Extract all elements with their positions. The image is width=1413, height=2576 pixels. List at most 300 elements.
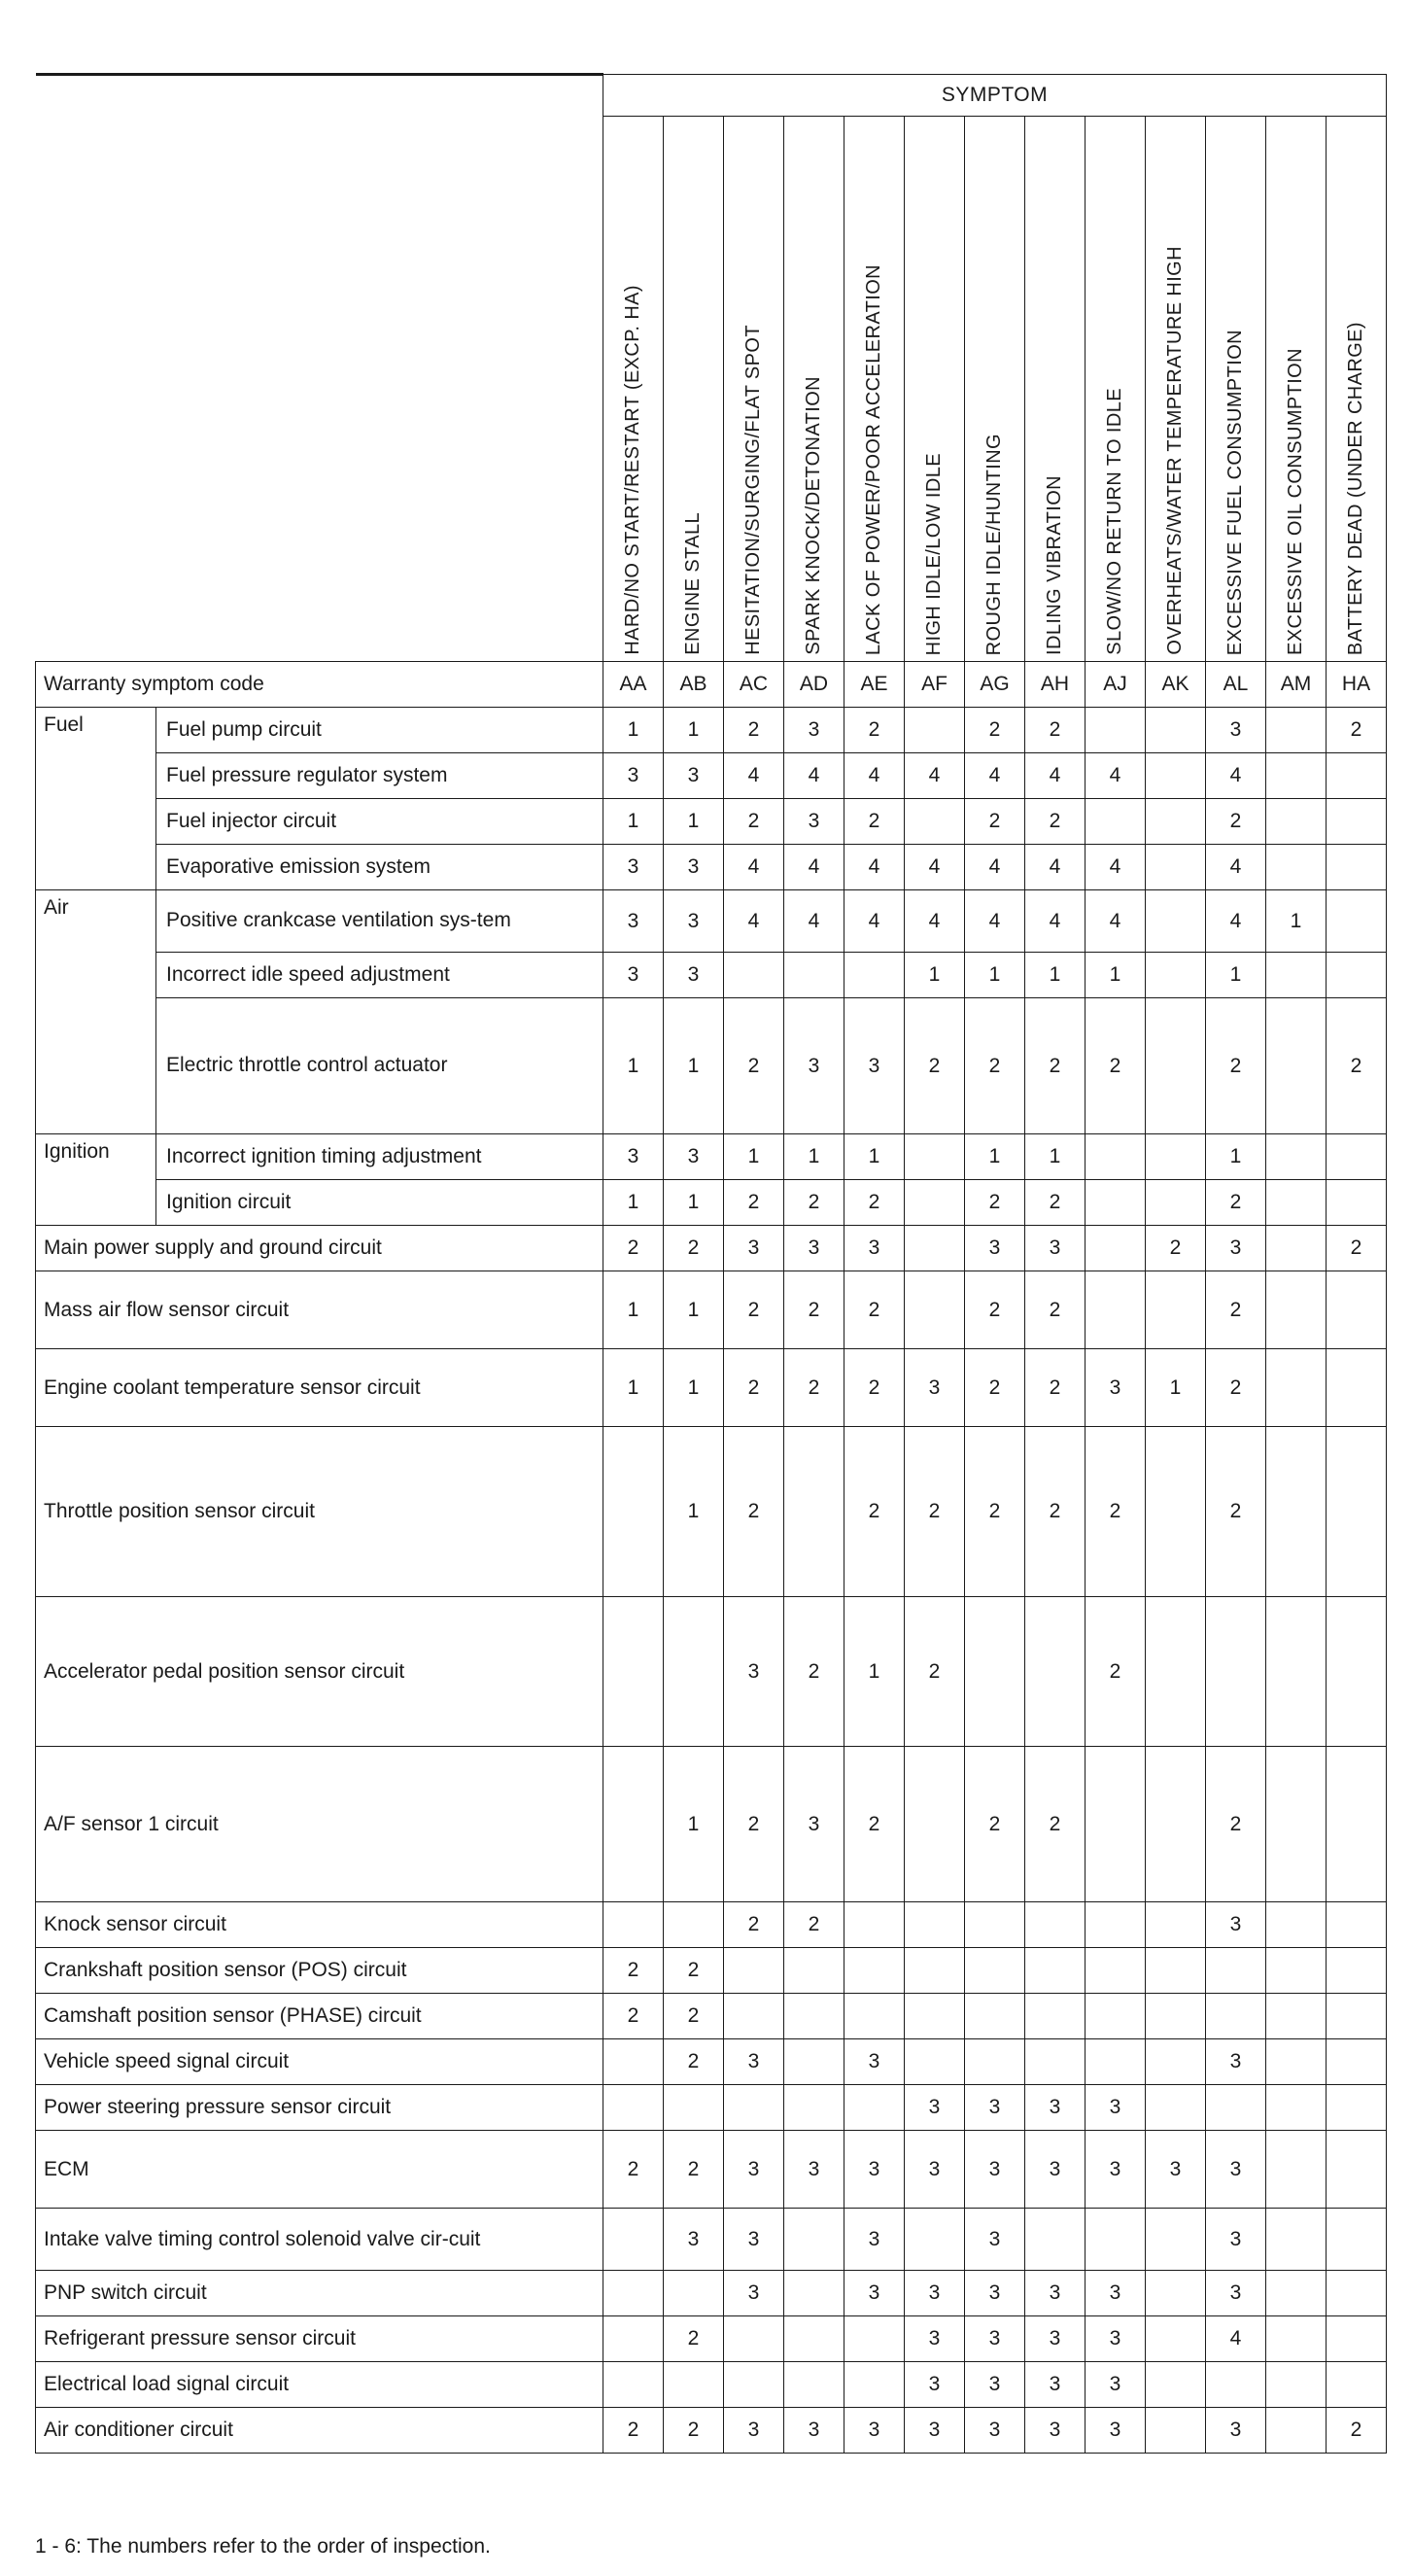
inspection-order-value (844, 1994, 905, 2039)
component-label: Fuel pressure regulator system (156, 753, 603, 799)
inspection-order-value (844, 953, 905, 998)
inspection-order-value (1327, 753, 1387, 799)
inspection-order-value: 2 (603, 2131, 664, 2209)
inspection-order-value: 2 (844, 708, 905, 753)
inspection-order-value: 3 (784, 1226, 844, 1271)
component-label: A/F sensor 1 circuit (36, 1747, 603, 1902)
table-row (36, 1427, 1387, 1597)
inspection-order-value: 1 (1025, 953, 1086, 998)
inspection-order-value: 2 (724, 1902, 784, 1948)
inspection-order-value: 2 (844, 1180, 905, 1226)
inspection-order-value: 4 (1206, 2316, 1266, 2362)
inspection-order-value: 2 (1025, 1747, 1086, 1902)
inspection-order-value: 3 (905, 2408, 965, 2454)
inspection-order-value: 3 (965, 2209, 1025, 2271)
inspection-order-value: 2 (1086, 1597, 1146, 1747)
footnote: 1 - 6: The numbers refer to the order of inspection. (35, 2535, 491, 2558)
table-row (36, 1902, 1387, 1948)
inspection-order-value (1206, 1597, 1266, 1747)
inspection-order-value: 2 (784, 1349, 844, 1427)
inspection-order-value: 4 (844, 753, 905, 799)
component-label: Positive crankcase ventilation sys-tem (156, 890, 603, 953)
table-row (36, 1349, 1387, 1427)
inspection-order-value: 1 (965, 1134, 1025, 1180)
component-label: Air conditioner circuit (36, 2408, 603, 2454)
inspection-order-value (603, 1427, 664, 1597)
symptom-column-header (664, 117, 724, 662)
warranty-code-row (36, 662, 1387, 708)
inspection-order-value (603, 2316, 664, 2362)
inspection-order-value (1206, 1948, 1266, 1994)
inspection-order-value: 2 (844, 1271, 905, 1349)
inspection-order-value (1025, 1994, 1086, 2039)
inspection-order-value (1266, 2209, 1327, 2271)
inspection-order-value: 2 (784, 1597, 844, 1747)
inspection-order-value (1327, 2039, 1387, 2085)
inspection-order-value (905, 2039, 965, 2085)
symptom-name: BATTERY DEAD (UNDER CHARGE) (1345, 321, 1366, 655)
inspection-order-value (664, 2085, 724, 2131)
inspection-order-value: 4 (965, 890, 1025, 953)
inspection-order-value (905, 1226, 965, 1271)
inspection-order-value (844, 2316, 905, 2362)
inspection-order-value: 4 (784, 890, 844, 953)
inspection-order-value: 3 (844, 2039, 905, 2085)
inspection-order-value: 1 (905, 953, 965, 998)
inspection-order-value (1086, 1902, 1146, 1948)
component-label: Fuel pump circuit (156, 708, 603, 753)
inspection-order-value: 3 (724, 2408, 784, 2454)
inspection-order-value: 4 (1025, 753, 1086, 799)
inspection-order-value: 3 (784, 799, 844, 845)
inspection-order-value (1327, 799, 1387, 845)
table-row (36, 1134, 1387, 1180)
inspection-order-value: 2 (1206, 1747, 1266, 1902)
inspection-order-value: 3 (1086, 2131, 1146, 2209)
inspection-order-value (784, 953, 844, 998)
inspection-order-value: 3 (965, 2271, 1025, 2316)
inspection-order-value (1146, 2316, 1206, 2362)
inspection-order-value (784, 1948, 844, 1994)
table-row (36, 1271, 1387, 1349)
inspection-order-value (1266, 1597, 1327, 1747)
inspection-order-value: 1 (664, 1180, 724, 1226)
inspection-order-value: 4 (1086, 753, 1146, 799)
inspection-order-value: 4 (965, 845, 1025, 890)
inspection-order-value (1146, 753, 1206, 799)
inspection-order-value (1266, 1226, 1327, 1271)
inspection-order-value (1327, 1271, 1387, 1349)
inspection-order-value (784, 2085, 844, 2131)
inspection-order-value (1327, 1994, 1387, 2039)
table-row (36, 2316, 1387, 2362)
symptom-name: ENGINE STALL (682, 512, 704, 655)
inspection-order-value (1266, 1948, 1327, 1994)
inspection-order-value (1146, 1180, 1206, 1226)
inspection-order-value: 3 (1025, 1226, 1086, 1271)
inspection-order-value: 2 (724, 708, 784, 753)
inspection-order-value (1266, 2085, 1327, 2131)
inspection-order-value: 3 (724, 2209, 784, 2271)
table-row (36, 2039, 1387, 2085)
inspection-order-value: 1 (1146, 1349, 1206, 1427)
inspection-order-value: 2 (844, 1427, 905, 1597)
inspection-order-value (724, 953, 784, 998)
inspection-order-value (724, 2362, 784, 2408)
inspection-order-value: 4 (1086, 845, 1146, 890)
component-label: Vehicle speed signal circuit (36, 2039, 603, 2085)
inspection-order-value: 3 (1146, 2131, 1206, 2209)
inspection-order-value: 2 (724, 1747, 784, 1902)
inspection-order-value (724, 1948, 784, 1994)
inspection-order-value (905, 1134, 965, 1180)
inspection-order-value: 4 (724, 845, 784, 890)
table-row (36, 799, 1387, 845)
inspection-order-value (905, 1948, 965, 1994)
inspection-order-value (1327, 2085, 1387, 2131)
warranty-code: HA (1327, 662, 1387, 708)
component-label: Intake valve timing control solenoid valve cir-cuit (36, 2209, 603, 2271)
inspection-order-value: 2 (664, 2316, 724, 2362)
inspection-order-value: 3 (664, 890, 724, 953)
inspection-order-value: 2 (1025, 1427, 1086, 1597)
inspection-order-value (603, 2209, 664, 2271)
inspection-order-value (1327, 1349, 1387, 1427)
inspection-order-value (1327, 2271, 1387, 2316)
inspection-order-value (1086, 708, 1146, 753)
warranty-code: AM (1266, 662, 1327, 708)
inspection-order-value (1266, 998, 1327, 1134)
component-label: Engine coolant temperature sensor circuit (36, 1349, 603, 1427)
warranty-code: AD (784, 662, 844, 708)
inspection-order-value: 1 (844, 1597, 905, 1747)
inspection-order-value: 1 (664, 998, 724, 1134)
inspection-order-value: 1 (1206, 953, 1266, 998)
inspection-order-value: 4 (905, 753, 965, 799)
inspection-order-value: 1 (664, 1747, 724, 1902)
inspection-order-value (1327, 890, 1387, 953)
inspection-order-value: 4 (844, 845, 905, 890)
inspection-order-value: 2 (1206, 1271, 1266, 1349)
inspection-order-value (1266, 2039, 1327, 2085)
inspection-order-value: 3 (965, 2085, 1025, 2131)
inspection-order-value (1206, 1994, 1266, 2039)
inspection-order-value (965, 1994, 1025, 2039)
component-label: Evaporative emission system (156, 845, 603, 890)
table-row (36, 708, 1387, 753)
inspection-order-value (664, 2271, 724, 2316)
inspection-order-value: 3 (1206, 2039, 1266, 2085)
inspection-order-value: 2 (965, 708, 1025, 753)
inspection-order-value: 2 (664, 2408, 724, 2454)
warranty-code: AF (905, 662, 965, 708)
inspection-order-value: 2 (905, 1597, 965, 1747)
inspection-order-value: 3 (784, 708, 844, 753)
symptom-column-header (1086, 117, 1146, 662)
inspection-order-value: 3 (844, 998, 905, 1134)
symptom-column-header (844, 117, 905, 662)
inspection-order-value (1146, 1597, 1206, 1747)
inspection-order-value: 1 (603, 1180, 664, 1226)
inspection-order-value: 4 (784, 845, 844, 890)
inspection-order-value: 2 (603, 1994, 664, 2039)
warranty-code: AE (844, 662, 905, 708)
inspection-order-value: 2 (844, 799, 905, 845)
inspection-order-value: 3 (603, 1134, 664, 1180)
inspection-order-value: 4 (1025, 845, 1086, 890)
warranty-code: AC (724, 662, 784, 708)
inspection-order-value: 2 (724, 1427, 784, 1597)
symptom-name: HESITATION/SURGING/FLAT SPOT (742, 325, 764, 655)
symptom-name: LACK OF POWER/POOR ACCELERATION (863, 263, 884, 655)
inspection-order-value (1266, 2316, 1327, 2362)
inspection-order-value: 3 (784, 1747, 844, 1902)
symptom-name: OVERHEATS/WATER TEMPERATURE HIGH (1164, 246, 1186, 655)
inspection-order-value (1146, 1902, 1206, 1948)
inspection-order-value: 4 (1206, 890, 1266, 953)
symptom-matrix-table-wrapper (35, 73, 1386, 2454)
inspection-order-value (603, 2362, 664, 2408)
inspection-order-value: 3 (1206, 1226, 1266, 1271)
inspection-order-value (844, 1902, 905, 1948)
inspection-order-value (1025, 1597, 1086, 1747)
inspection-order-value: 1 (664, 1349, 724, 1427)
inspection-order-value (784, 2271, 844, 2316)
warranty-code: AB (664, 662, 724, 708)
inspection-order-value (664, 2362, 724, 2408)
inspection-order-value (724, 2085, 784, 2131)
inspection-order-value (1146, 845, 1206, 890)
inspection-order-value (1266, 2271, 1327, 2316)
component-label: Camshaft position sensor (PHASE) circuit (36, 1994, 603, 2039)
inspection-order-value: 2 (1086, 998, 1146, 1134)
inspection-order-value (1086, 799, 1146, 845)
table-row (36, 1747, 1387, 1902)
inspection-order-value: 3 (1086, 2085, 1146, 2131)
table-row (36, 953, 1387, 998)
inspection-order-value (1327, 1747, 1387, 1902)
inspection-order-value: 3 (1086, 2362, 1146, 2408)
symptom-column-header (1327, 117, 1387, 662)
inspection-order-value: 2 (965, 799, 1025, 845)
inspection-order-value: 2 (1086, 1427, 1146, 1597)
inspection-order-value (1086, 1948, 1146, 1994)
inspection-order-value (1146, 2271, 1206, 2316)
inspection-order-value (1327, 2209, 1387, 2271)
inspection-order-value (1266, 708, 1327, 753)
inspection-order-value (1266, 1994, 1327, 2039)
inspection-order-value (1327, 2131, 1387, 2209)
table-row (36, 2271, 1387, 2316)
inspection-order-value (905, 1994, 965, 2039)
inspection-order-value: 2 (1206, 998, 1266, 1134)
table-row (36, 1994, 1387, 2039)
inspection-order-value: 3 (1025, 2271, 1086, 2316)
inspection-order-value (1146, 2085, 1206, 2131)
inspection-order-value (1086, 1271, 1146, 1349)
inspection-order-value: 3 (1025, 2362, 1086, 2408)
inspection-order-value: 4 (724, 890, 784, 953)
inspection-order-value (1146, 1427, 1206, 1597)
component-label: Main power supply and ground circuit (36, 1226, 603, 1271)
inspection-order-value: 2 (664, 1994, 724, 2039)
inspection-order-value: 2 (1206, 1349, 1266, 1427)
inspection-order-value: 3 (1206, 1902, 1266, 1948)
inspection-order-value: 1 (664, 1427, 724, 1597)
inspection-order-value: 1 (603, 1349, 664, 1427)
inspection-order-value: 3 (1025, 2131, 1086, 2209)
inspection-order-value: 2 (784, 1902, 844, 1948)
inspection-order-value: 3 (1086, 2316, 1146, 2362)
component-label: Throttle position sensor circuit (36, 1427, 603, 1597)
inspection-order-value: 4 (1206, 753, 1266, 799)
inspection-order-value: 3 (1206, 2209, 1266, 2271)
component-label: Crankshaft position sensor (POS) circuit (36, 1948, 603, 1994)
inspection-order-value: 1 (724, 1134, 784, 1180)
warranty-code: AG (965, 662, 1025, 708)
inspection-order-value: 1 (1266, 890, 1327, 953)
symptom-heading: SYMPTOM (603, 75, 1387, 117)
inspection-order-value (1266, 1271, 1327, 1349)
inspection-order-value: 2 (664, 2131, 724, 2209)
inspection-order-value: 3 (1025, 2408, 1086, 2454)
inspection-order-value: 2 (844, 1349, 905, 1427)
inspection-order-value: 3 (724, 2039, 784, 2085)
inspection-order-value (1266, 753, 1327, 799)
inspection-order-value (1266, 953, 1327, 998)
inspection-order-value: 2 (1025, 708, 1086, 753)
inspection-order-value: 3 (664, 2209, 724, 2271)
inspection-order-value (1327, 953, 1387, 998)
inspection-order-value: 2 (1025, 1180, 1086, 1226)
inspection-order-value: 2 (844, 1747, 905, 1902)
category-cell: Air (36, 890, 156, 1134)
component-label: Incorrect ignition timing adjustment (156, 1134, 603, 1180)
inspection-order-value: 2 (664, 1226, 724, 1271)
inspection-order-value: 3 (784, 2408, 844, 2454)
inspection-order-value (1206, 2362, 1266, 2408)
symptom-name: EXCESSIVE OIL CONSUMPTION (1285, 348, 1306, 655)
inspection-order-value: 2 (905, 998, 965, 1134)
inspection-order-value: 1 (664, 1271, 724, 1349)
inspection-order-value: 3 (905, 2271, 965, 2316)
inspection-order-value (1266, 845, 1327, 890)
inspection-order-value: 3 (905, 1349, 965, 1427)
component-label: Electric throttle control actuator (156, 998, 603, 1134)
inspection-order-value: 3 (1086, 2408, 1146, 2454)
category-cell: Ignition (36, 1134, 156, 1226)
inspection-order-value: 3 (965, 2316, 1025, 2362)
inspection-order-value (1025, 1902, 1086, 1948)
inspection-order-value: 3 (664, 1134, 724, 1180)
category-cell: Fuel (36, 708, 156, 890)
symptom-name: IDLING VIBRATION (1044, 475, 1065, 655)
inspection-order-value: 2 (1327, 998, 1387, 1134)
inspection-order-value: 4 (784, 753, 844, 799)
symptom-matrix-table (35, 73, 1387, 2454)
inspection-order-value (1086, 1747, 1146, 1902)
inspection-order-value (1086, 2209, 1146, 2271)
inspection-order-value: 2 (724, 998, 784, 1134)
inspection-order-value (1025, 2209, 1086, 2271)
table-row (36, 1948, 1387, 1994)
component-label: Electrical load signal circuit (36, 2362, 603, 2408)
inspection-order-value (965, 1948, 1025, 1994)
inspection-order-value (784, 2362, 844, 2408)
table-row (36, 2362, 1387, 2408)
symptom-column-header (1146, 117, 1206, 662)
inspection-order-value (1146, 1994, 1206, 2039)
inspection-order-value: 3 (905, 2131, 965, 2209)
inspection-order-value: 2 (965, 998, 1025, 1134)
inspection-order-value: 1 (1025, 1134, 1086, 1180)
inspection-order-value (1266, 1349, 1327, 1427)
table-row (36, 753, 1387, 799)
inspection-order-value (905, 1180, 965, 1226)
inspection-order-value (603, 1902, 664, 1948)
inspection-order-value (965, 2039, 1025, 2085)
symptom-column-header (905, 117, 965, 662)
inspection-order-value: 3 (1025, 2316, 1086, 2362)
inspection-order-value: 3 (1025, 2085, 1086, 2131)
symptom-column-header (603, 117, 664, 662)
inspection-order-value (844, 2085, 905, 2131)
inspection-order-value (905, 1747, 965, 1902)
inspection-order-value (905, 2209, 965, 2271)
inspection-order-value: 3 (603, 845, 664, 890)
table-row (36, 2085, 1387, 2131)
inspection-order-value: 3 (905, 2085, 965, 2131)
table-row (36, 845, 1387, 890)
inspection-order-value: 4 (1025, 890, 1086, 953)
table-row (36, 1180, 1387, 1226)
table-row (36, 998, 1387, 1134)
table-row (36, 2131, 1387, 2209)
inspection-order-value: 1 (1086, 953, 1146, 998)
inspection-order-value (1146, 890, 1206, 953)
inspection-order-value: 1 (844, 1134, 905, 1180)
warranty-code: AH (1025, 662, 1086, 708)
warranty-code: AJ (1086, 662, 1146, 708)
inspection-order-value (905, 799, 965, 845)
inspection-order-value (1146, 708, 1206, 753)
component-label: Knock sensor circuit (36, 1902, 603, 1948)
inspection-order-value: 3 (905, 2316, 965, 2362)
inspection-order-value: 3 (724, 1226, 784, 1271)
inspection-order-value: 3 (1086, 2271, 1146, 2316)
inspection-order-value (905, 708, 965, 753)
inspection-order-value (1086, 1134, 1146, 1180)
inspection-order-value: 4 (1206, 845, 1266, 890)
inspection-order-value (784, 2316, 844, 2362)
inspection-order-value: 2 (1327, 2408, 1387, 2454)
component-label: Fuel injector circuit (156, 799, 603, 845)
inspection-order-value: 2 (965, 1271, 1025, 1349)
inspection-order-value: 2 (664, 1948, 724, 1994)
inspection-order-value (784, 2039, 844, 2085)
inspection-order-value: 2 (724, 1180, 784, 1226)
symptom-name: EXCESSIVE FUEL CONSUMPTION (1224, 329, 1246, 655)
inspection-order-value: 2 (724, 1271, 784, 1349)
inspection-order-value: 3 (664, 753, 724, 799)
inspection-order-value: 3 (965, 2408, 1025, 2454)
inspection-order-value: 3 (1206, 2131, 1266, 2209)
inspection-order-value (1266, 1134, 1327, 1180)
inspection-order-value (1327, 1597, 1387, 1747)
inspection-order-value (1086, 1994, 1146, 2039)
inspection-order-value (1327, 2362, 1387, 2408)
inspection-order-value: 3 (965, 1226, 1025, 1271)
